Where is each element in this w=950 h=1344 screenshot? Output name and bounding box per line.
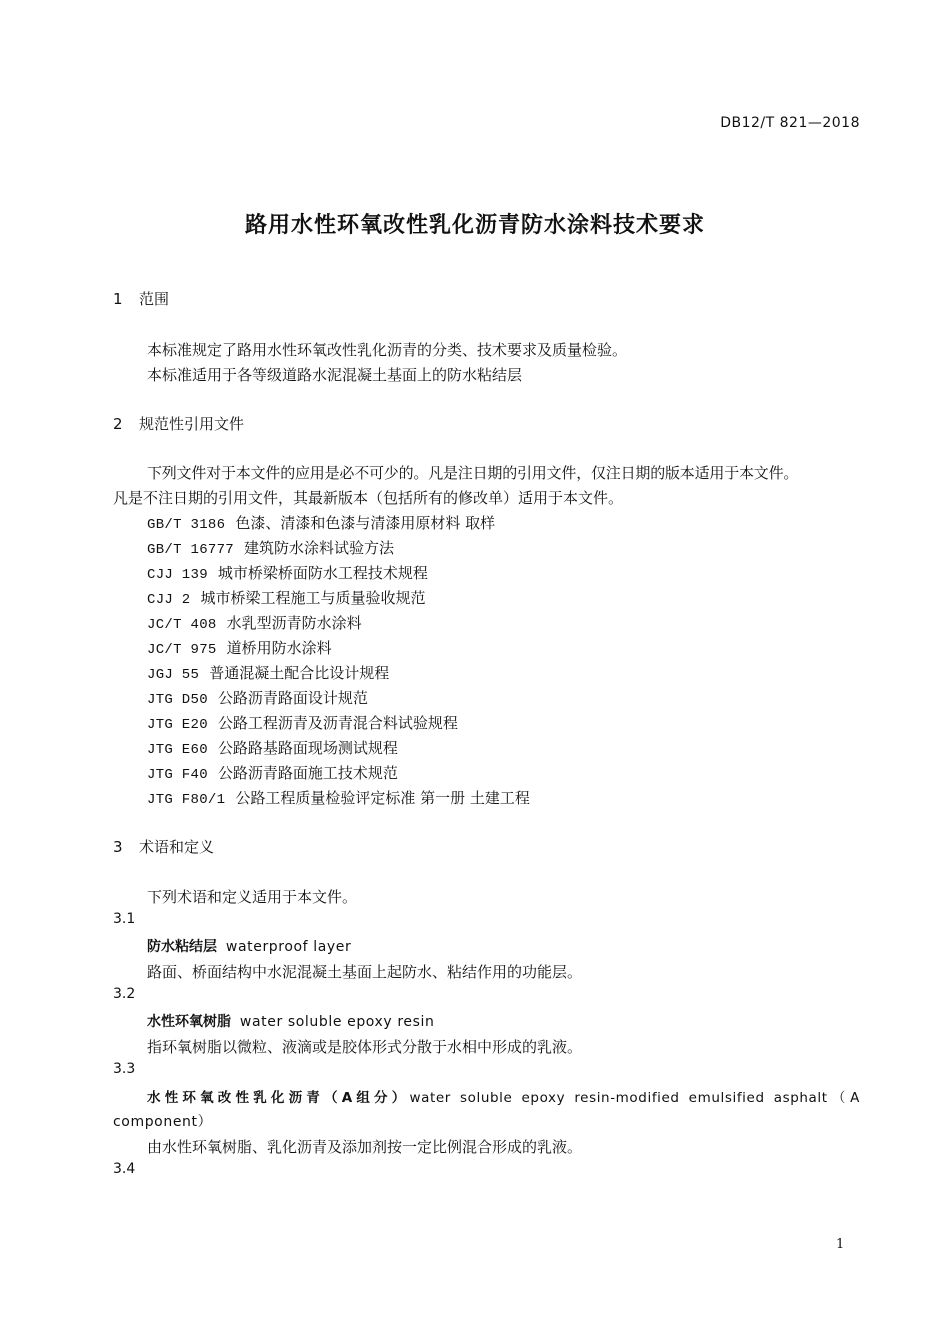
term-heading [147,1011,434,1031]
section-title: 术语和定义 [139,838,215,856]
term-definition: 路面、桥面结构中水泥混凝土基面上起防水、粘结作用的功能层。 [147,963,583,981]
term-zh: 防水粘结层 [147,939,217,955]
reference-item [147,787,530,808]
section-number: 3 [113,838,123,856]
term-en-continued: component） [113,1114,213,1130]
term-definition: 指环氧树脂以微粒、液滴或是胶体形式分散于水相中形成的乳液。 [147,1038,583,1056]
term-number: 3.4 [113,1161,136,1177]
reference-code: JTG F40 [147,767,208,783]
reference-title: 公路路基路面现场测试规程 [217,739,398,757]
reference-item [147,687,368,708]
paragraph: 本标准规定了路用水性环氧改性乳化沥青的分类、技术要求及质量检验。 [147,341,628,359]
reference-title: 水乳型沥青防水涂料 [226,614,362,632]
reference-code: GB/T 16777 [147,542,235,558]
section-heading [113,413,244,434]
reference-item [147,737,398,758]
reference-item [147,562,428,583]
reference-code: JTG E60 [147,742,208,758]
reference-item [147,612,362,633]
reference-title: 公路工程质量检验评定标准 第一册 土建工程 [235,789,530,807]
section-title: 规范性引用文件 [139,415,245,433]
reference-title: 城市桥梁工程施工与质量验收规范 [200,589,426,607]
reference-code: CJJ 139 [147,567,208,583]
reference-code: JC/T 408 [147,617,217,633]
term-number: 3.2 [113,986,136,1002]
section-title: 范围 [139,290,170,308]
reference-item [147,512,495,533]
reference-item [147,587,426,608]
reference-title: 道桥用防水涂料 [226,639,332,657]
reference-item [147,712,458,733]
reference-code: JTG F80/1 [147,792,226,808]
reference-title: 色漆、清漆和色漆与清漆用原材料 取样 [235,514,496,532]
reference-title: 普通混凝土配合比设计规程 [209,664,390,682]
term-en: water soluble epoxy resin-modified emulsified asphalt（A [409,1090,860,1106]
reference-item [147,762,398,783]
document-title: 路用水性环氧改性乳化沥青防水涂料技术要求 [244,213,705,238]
reference-title: 公路沥青路面施工技术规范 [217,764,398,782]
reference-title: 公路沥青路面设计规范 [217,689,368,707]
reference-item [147,662,389,683]
section-heading [113,836,214,857]
reference-code: JGJ 55 [147,667,200,683]
term-zh: 水性环氧改性乳化沥青（A组分） [147,1090,410,1106]
reference-code: JC/T 975 [147,642,217,658]
term-en: water soluble epoxy resin [239,1014,435,1030]
reference-title: 建筑防水涂料试验方法 [244,539,395,557]
reference-code: GB/T 3186 [147,517,226,533]
reference-title: 公路工程沥青及沥青混合料试验规程 [217,714,458,732]
paragraph: 下列文件对于本文件的应用是必不可少的。凡是注日期的引用文件，仅注日期的版本适用于本文件。 [147,464,799,482]
reference-item [147,637,332,658]
reference-item [147,537,394,558]
paragraph: 凡是不注日期的引用文件，其最新版本（包括所有的修改单）适用于本文件。 [113,489,624,507]
term-heading [147,1086,860,1106]
reference-code: JTG E20 [147,717,208,733]
standard-code: DB12/T 821—2018 [720,115,860,131]
term-en: waterproof layer [225,939,352,955]
section-number: 1 [113,290,123,308]
reference-code: JTG D50 [147,692,208,708]
term-heading [147,936,351,956]
section-number: 2 [113,415,123,433]
term-number: 3.1 [113,911,136,927]
reference-title: 城市桥梁桥面防水工程技术规程 [217,564,428,582]
page-number: 1 [836,1237,845,1252]
term-number: 3.3 [113,1061,136,1077]
paragraph: 下列术语和定义适用于本文件。 [147,888,358,906]
paragraph: 本标准适用于各等级道路水泥混凝土基面上的防水粘结层 [147,366,523,384]
term-zh: 水性环氧树脂 [147,1014,231,1030]
term-definition: 由水性环氧树脂、乳化沥青及添加剂按一定比例混合形成的乳液。 [147,1138,583,1156]
reference-code: CJJ 2 [147,592,191,608]
section-heading [113,288,169,309]
